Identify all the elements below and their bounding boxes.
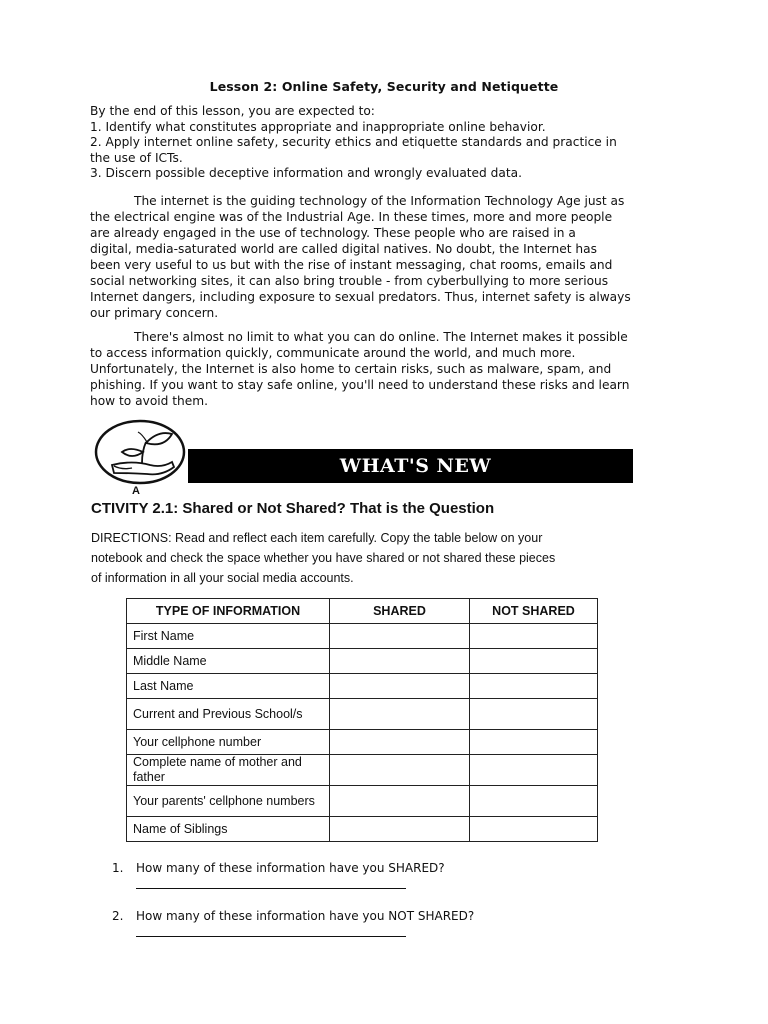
shared-cell xyxy=(330,786,470,817)
activity-initial: A xyxy=(132,485,140,497)
paragraph-line: The internet is the guiding technology of the Information Technology Age just as xyxy=(134,194,625,208)
whats-new-label: WHAT'S NEW xyxy=(339,455,492,477)
question-1 xyxy=(112,861,445,875)
header-shared: SHARED xyxy=(330,599,470,624)
info-type: Complete name of mother and father xyxy=(127,755,330,786)
directions xyxy=(91,528,555,588)
table-row xyxy=(127,649,598,674)
info-type: Name of Siblings xyxy=(127,817,330,842)
answer-blank-1 xyxy=(136,888,406,889)
directions-line: DIRECTIONS: Read and reflect each item carefully. Copy the table below on your xyxy=(91,531,543,545)
lesson-title: Lesson 2: Online Safety, Security and Netiquette xyxy=(209,79,559,94)
not-shared-cell xyxy=(470,624,598,649)
table-row xyxy=(127,699,598,730)
paragraph-line: social networking sites, it can also bring trouble - from cyberbullying to more serious xyxy=(90,274,609,288)
paragraph-risks xyxy=(90,329,690,409)
info-type: Current and Previous School/s xyxy=(127,699,330,730)
table-row xyxy=(127,674,598,699)
info-type: Middle Name xyxy=(127,649,330,674)
paragraph-line: the electrical engine was of the Industrial Age. In these times, more and more people xyxy=(90,210,613,224)
not-shared-cell xyxy=(470,730,598,755)
paragraph-line: phishing. If you want to stay safe online, you'll need to understand these risks and learn xyxy=(90,378,630,392)
paragraph-line: how to avoid them. xyxy=(90,394,209,408)
directions-line: of information in all your social media accounts. xyxy=(91,571,354,585)
not-shared-cell xyxy=(470,699,598,730)
question-2 xyxy=(112,909,474,923)
objectives-intro: By the end of this lesson, you are expected to: xyxy=(90,104,375,118)
info-type: Last Name xyxy=(127,674,330,699)
whats-new-banner xyxy=(188,449,633,483)
shared-cell xyxy=(330,755,470,786)
paragraph-line: are already engaged in the use of technology. These people who are raised in a xyxy=(90,226,576,240)
info-type: Your cellphone number xyxy=(127,730,330,755)
shared-cell xyxy=(330,674,470,699)
paragraph-line: There's almost no limit to what you can do online. The Internet makes it possible xyxy=(134,330,628,344)
not-shared-cell xyxy=(470,649,598,674)
shared-cell xyxy=(330,649,470,674)
directions-line: notebook and check the space whether you have shared or not shared these pieces xyxy=(91,551,556,565)
info-type: First Name xyxy=(127,624,330,649)
objective-2-cont: the use of ICTs. xyxy=(90,150,183,165)
shared-cell xyxy=(330,730,470,755)
not-shared-cell xyxy=(470,674,598,699)
header-not-shared: NOT SHARED xyxy=(470,599,598,624)
table-header-row xyxy=(127,599,598,624)
question-text: How many of these information have you NOT SHARED? xyxy=(136,909,475,923)
shared-cell xyxy=(330,817,470,842)
question-number: 2. xyxy=(112,909,124,923)
not-shared-cell xyxy=(470,755,598,786)
table-row xyxy=(127,755,598,786)
paragraph-line: our primary concern. xyxy=(90,306,219,320)
objective-3: 3. Discern possible deceptive information and wrongly evaluated data. xyxy=(90,166,522,180)
answer-blank-2 xyxy=(136,936,406,937)
paragraph-internet xyxy=(90,193,690,321)
info-type: Your parents' cellphone numbers xyxy=(127,786,330,817)
objective-2: 2. Apply internet online safety, security ethics and etiquette standards and practice in xyxy=(90,135,617,149)
paragraph-line: Unfortunately, the Internet is also home to certain risks, such as malware, spam, and xyxy=(90,362,612,376)
table-row xyxy=(127,730,598,755)
paragraph-line: digital, media-saturated world are called digital natives. No doubt, the Internet has xyxy=(90,242,597,256)
shared-info-table xyxy=(126,598,598,842)
paragraph-line: Internet dangers, including exposure to sexual predators. Thus, internet safety is always xyxy=(90,290,631,304)
objectives xyxy=(90,104,690,182)
paragraph-line: been very useful to us but with the rise of instant messaging, chat rooms, emails and xyxy=(90,258,613,272)
table-row xyxy=(127,817,598,842)
shared-cell xyxy=(330,699,470,730)
header-type: TYPE OF INFORMATION xyxy=(127,599,330,624)
plant-in-hand-icon xyxy=(92,418,190,486)
table-row xyxy=(127,624,598,649)
not-shared-cell xyxy=(470,817,598,842)
table-row xyxy=(127,786,598,817)
question-number: 1. xyxy=(112,861,124,875)
shared-cell xyxy=(330,624,470,649)
question-text: How many of these information have you SHARED? xyxy=(136,861,445,875)
objective-1: 1. Identify what constitutes appropriate and inappropriate online behavior. xyxy=(90,119,546,134)
not-shared-cell xyxy=(470,786,598,817)
activity-title: CTIVITY 2.1: Shared or Not Shared? That is the Question xyxy=(91,500,495,517)
paragraph-line: to access information quickly, communicate around the world, and much more. xyxy=(90,346,576,360)
